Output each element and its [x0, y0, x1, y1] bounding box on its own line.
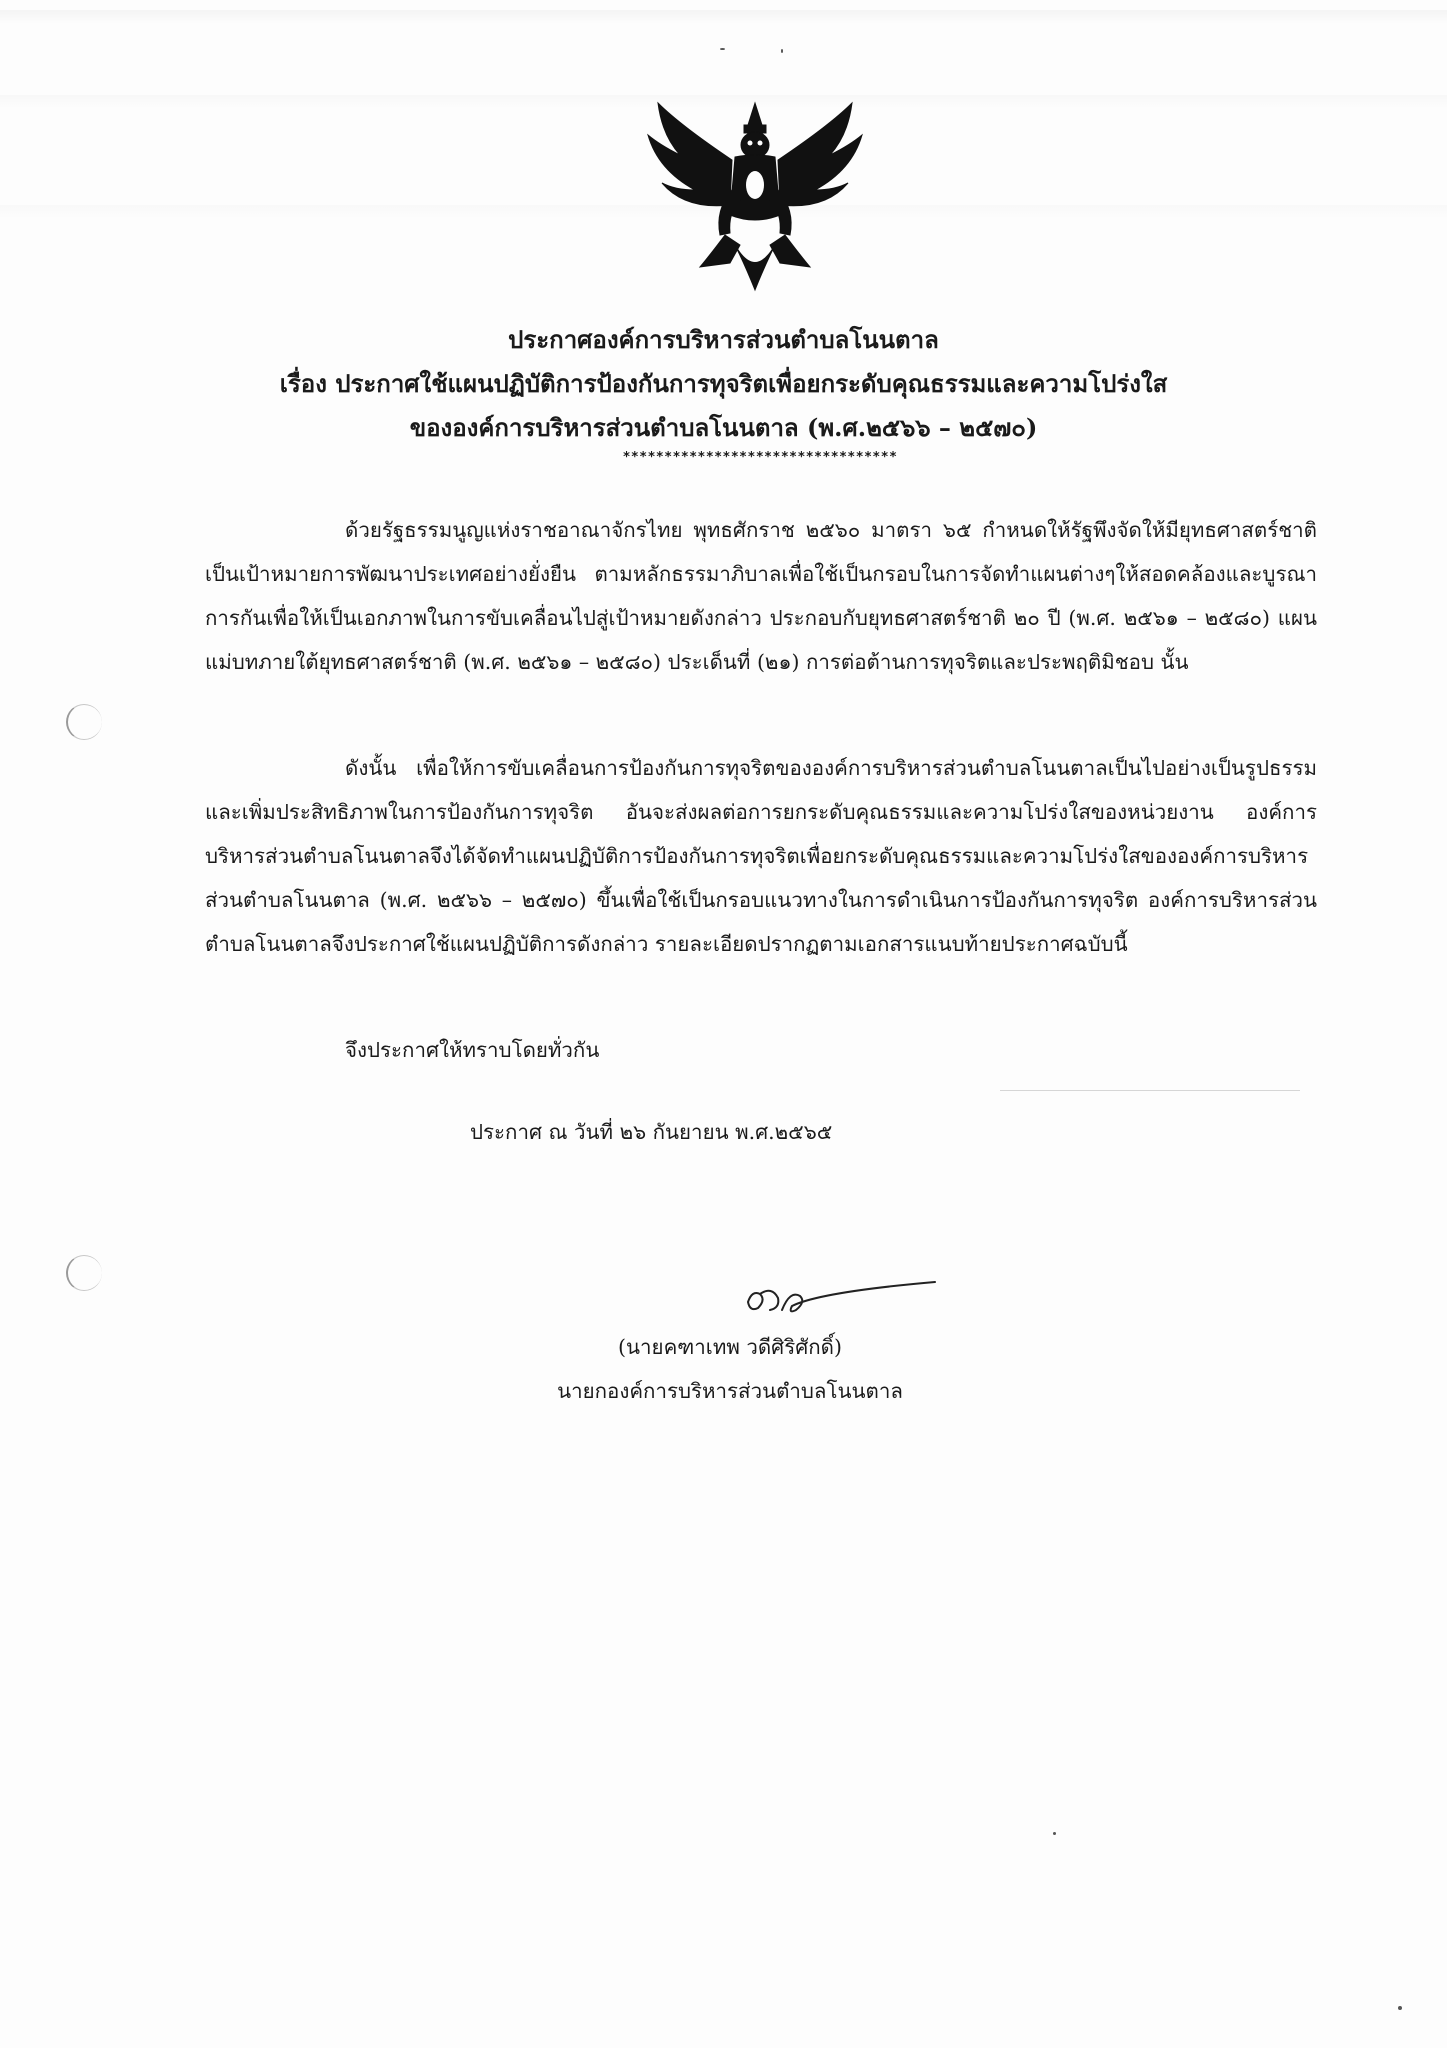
scan-artifact	[0, 10, 1447, 24]
announcement-subject: เรื่อง ประกาศใช้แผนปฏิบัติการป้องกันการทุจริตเพื่อยกระดับคุณธรรมและความโปร่งใส	[279, 369, 1168, 398]
garuda-emblem-icon	[640, 95, 870, 295]
announcement-subject-cont: ขององค์การบริหารส่วนตำบลโนนตาล (พ.ศ.๒๕๖๖ – ๒๕๗๐)	[409, 413, 1038, 442]
scan-dot	[1398, 2006, 1402, 2010]
punch-hole-mark	[66, 1255, 102, 1291]
signatory-position: นายกองค์การบริหารส่วนตำบลโนนตาล	[557, 1379, 903, 1403]
announcement-date: ประกาศ ณ วันที่ ๒๖ กันยายน พ.ศ.๒๕๖๕	[470, 1120, 833, 1144]
announcement-title: ประกาศองค์การบริหารส่วนตำบลโนนตาล	[508, 325, 939, 354]
scan-dot	[1053, 1832, 1056, 1835]
punch-hole-mark	[66, 704, 102, 740]
handwritten-signature	[730, 1270, 940, 1330]
scan-dot	[720, 48, 725, 50]
signatory-name: (นายคฑาเทพ วดีศิริศักดิ์)	[618, 1335, 842, 1359]
scan-line-artifact	[1000, 1090, 1300, 1091]
body-paragraph-2: ดังนั้น เพื่อให้การขับเคลื่อนการป้องกันการทุจริตขององค์การบริหารส่วนตำบลโนนตาลเป็นไปอย่างเป็นรูปธรรมและเพิ่มประสิทธิภาพในการป้องกันการทุจริต อันจะส่งผลต่อการยกระดับคุณธรรมและความโปร่งใสของหน่วยงาน องค์การบริหารส่วนตำบลโนนตาลจึงได้จัดทำแผนปฏิบัติการป้องกันการทุจริตเพื่อยกระดับคุณธรรมและความโปร่งใสขององค์การบริหารส่วนตำบลโนนตาล (พ.ศ. ๒๕๖๖ – ๒๕๗๐) ขึ้นเพื่อใช้เป็นกรอบแนวทางในการดำเนินการป้องกันการทุจริต องค์การบริหารส่วนตำบลโนนตาลจึงประกาศใช้แผนปฏิบัติการดังกล่าว รายละเอียดปรากฏตามเอกสารแนบท้ายประกาศฉบับนี้	[205, 756, 1317, 956]
closing-statement: จึงประกาศให้ทราบโดยทั่วกัน	[345, 1038, 600, 1062]
scan-dot	[781, 49, 783, 53]
body-paragraph-1: ด้วยรัฐธรรมนูญแห่งราชอาณาจักรไทย พุทธศักราช ๒๕๖๐ มาตรา ๖๕ กำหนดให้รัฐพึงจัดให้มียุทธศาสตร์ชาติเป็นเป้าหมายการพัฒนาประเทศอย่างยั่งยืน ตามหลักธรรมาภิบาลเพื่อใช้เป็นกรอบในการจัดทำแผนต่างๆให้สอดคล้องและบูรณาการกันเพื่อให้เป็นเอกภาพในการขับเคลื่อนไปสู่เป้าหมายดังกล่าว ประกอบกับยุทธศาสตร์ชาติ ๒๐ ปี (พ.ศ. ๒๕๖๑ – ๒๕๘๐) แผนแม่บทภายใต้ยุทธศาสตร์ชาติ (พ.ศ. ๒๕๖๑ – ๒๕๘๐) ประเด็นที่ (๒๑) การต่อต้านการทุจริตและประพฤติมิชอบ นั้น	[205, 518, 1317, 674]
title-separator: *********************************	[622, 450, 898, 465]
